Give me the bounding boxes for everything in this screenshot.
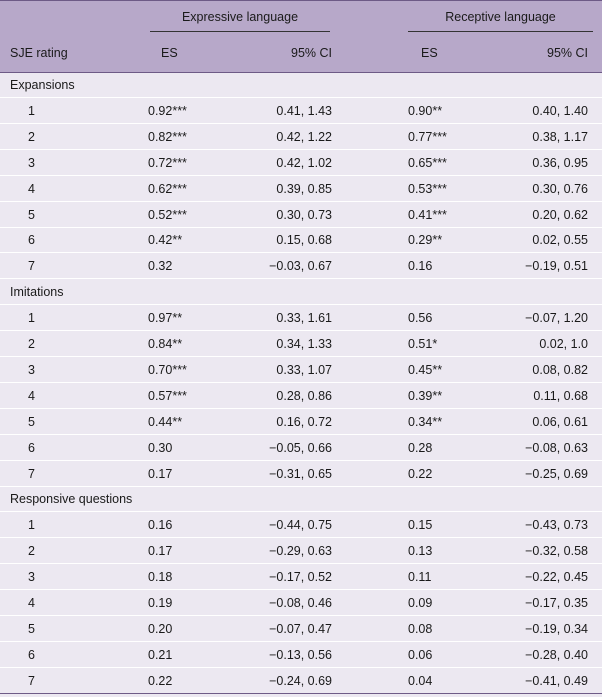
ci-receptive-cell: 0.20, 0.62 [532,207,588,222]
ci-expressive-cell: 0.33, 1.61 [276,311,332,326]
es-receptive-cell: 0.56 [408,311,433,326]
table-row [0,513,602,538]
rating-cell: 4 [28,596,35,610]
ci-receptive-cell: 0.30, 0.76 [532,181,588,196]
ci-expressive-cell: −0.07, 0.47 [269,621,332,636]
rating-cell: 7 [28,466,35,481]
ci-receptive-cell: 0.38, 1.17 [532,129,588,144]
ci-expressive-cell: 0.41, 1.43 [276,103,332,118]
ci-receptive-cell: 0.06, 0.61 [532,414,588,429]
ci-receptive-cell: −0.32, 0.58 [525,544,588,559]
es-expressive-cell: 0.42** [148,233,183,248]
es-expressive-cell: 0.22 [148,673,173,688]
table-row [0,151,602,176]
rating-cell: 4 [28,181,35,196]
es-receptive-cell: 0.09 [408,596,433,610]
ci-expressive-cell: 0.33, 1.07 [276,362,332,377]
ci-expressive-cell: −0.17, 0.52 [269,570,332,585]
es-receptive-cell: 0.06 [408,647,433,662]
es-receptive-cell: 0.11 [408,570,432,585]
rating-cell: 7 [28,259,35,274]
table-row [0,436,602,461]
rating-cell: 5 [28,207,35,222]
rating-cell: 7 [28,673,35,688]
es-expressive-cell: 0.19 [148,596,173,610]
rating-cell: 6 [28,647,35,662]
ci-receptive-cell: −0.22, 0.45 [525,570,588,585]
es-receptive-cell: 0.65*** [408,155,447,170]
ci-receptive-cell: 0.40, 1.40 [532,103,588,118]
section-row [0,487,602,512]
column-header-rating: SJE rating [10,46,68,60]
es-receptive-cell: 0.28 [408,440,433,455]
es-receptive-cell: 0.34** [408,414,443,429]
column-header-ci-expressive: 95% CI [291,46,332,60]
rating-cell: 5 [28,621,35,636]
es-receptive-cell: 0.90** [408,103,443,118]
ci-expressive-cell: 0.42, 1.22 [276,129,332,144]
es-expressive-cell: 0.17 [148,466,173,481]
es-expressive-cell: 0.16 [148,518,173,533]
es-receptive-cell: 0.13 [408,544,433,559]
es-receptive-cell: 0.16 [408,259,433,274]
rating-cell: 6 [28,440,35,455]
ci-expressive-cell: 0.16, 0.72 [276,414,332,429]
ci-receptive-cell: −0.43, 0.73 [525,518,588,533]
es-receptive-cell: 0.22 [408,466,433,481]
ci-expressive-cell: −0.13, 0.56 [269,647,332,662]
es-expressive-cell: 0.97** [148,311,183,326]
ci-expressive-cell: −0.29, 0.63 [269,544,332,559]
section-row [0,280,602,305]
section-title: Expansions [10,78,75,92]
ci-expressive-cell: −0.31, 0.65 [269,466,332,481]
ci-expressive-cell: 0.42, 1.02 [276,155,332,170]
section-title: Imitations [10,285,64,300]
table-row [0,99,602,124]
table-row [0,539,602,564]
es-expressive-cell: 0.44** [148,414,183,429]
es-expressive-cell: 0.18 [148,570,173,585]
es-receptive-cell: 0.29** [408,233,443,248]
ci-receptive-cell: −0.28, 0.40 [525,647,588,662]
es-expressive-cell: 0.70*** [148,362,187,377]
ci-expressive-cell: −0.05, 0.66 [269,440,332,455]
ci-receptive-cell: −0.25, 0.69 [525,466,588,481]
section-title: Responsive questions [10,492,133,507]
group-rule-expressive [150,31,330,32]
table-row [0,410,602,435]
rating-cell: 1 [28,311,35,326]
ci-receptive-cell: 0.02, 1.0 [539,337,588,351]
rating-cell: 3 [28,362,35,377]
rating-cell: 2 [28,544,35,559]
table-row [0,254,602,279]
column-header-es-receptive: ES [421,46,438,60]
es-expressive-cell: 0.52*** [148,207,187,222]
es-receptive-cell: 0.51* [408,337,438,351]
table-row [0,643,602,668]
ci-expressive-cell: −0.08, 0.46 [269,596,332,610]
ci-receptive-cell: −0.17, 0.35 [525,596,588,610]
ci-receptive-cell: −0.41, 0.49 [525,673,588,688]
group-rule-receptive [408,31,593,32]
table-row [0,306,602,331]
group-header-expressive: Expressive language [181,10,299,24]
es-expressive-cell: 0.57*** [148,388,187,403]
es-expressive-cell: 0.30 [148,440,173,455]
table-row [0,384,602,409]
table-row [0,358,602,383]
rating-cell: 6 [28,233,35,248]
rating-cell: 3 [28,570,35,585]
ci-expressive-cell: −0.03, 0.67 [269,259,332,274]
table-row [0,462,602,487]
table-row [0,617,602,642]
ci-expressive-cell: 0.28, 0.86 [276,388,332,403]
es-receptive-cell: 0.39** [408,388,443,403]
es-receptive-cell: 0.15 [408,518,433,533]
table-row [0,332,602,357]
ci-receptive-cell: −0.08, 0.63 [525,440,588,455]
es-expressive-cell: 0.84** [148,337,183,351]
table-row [0,591,602,616]
table-row [0,177,602,202]
table-row [0,565,602,590]
es-receptive-cell: 0.08 [408,621,433,636]
column-header-ci-receptive: 95% CI [547,46,588,60]
ci-expressive-cell: 0.39, 0.85 [276,181,332,196]
ci-receptive-cell: 0.02, 0.55 [532,233,588,248]
rating-cell: 1 [28,103,35,118]
es-expressive-cell: 0.32 [148,259,173,274]
es-expressive-cell: 0.92*** [148,103,187,118]
rating-cell: 5 [28,414,35,429]
ci-expressive-cell: 0.30, 0.73 [276,207,332,222]
rating-cell: 1 [28,518,35,533]
table-row [0,669,602,694]
ci-expressive-cell: 0.15, 0.68 [276,233,332,248]
column-header-es-expressive: ES [161,46,178,60]
ci-expressive-cell: 0.34, 1.33 [276,337,332,351]
es-expressive-cell: 0.20 [148,621,173,636]
ci-receptive-cell: 0.36, 0.95 [532,155,588,170]
es-receptive-cell: 0.53*** [408,181,447,196]
ci-expressive-cell: −0.44, 0.75 [269,518,332,533]
es-receptive-cell: 0.04 [408,673,433,688]
ci-expressive-cell: −0.24, 0.69 [269,673,332,688]
ci-receptive-cell: −0.19, 0.51 [525,259,588,274]
section-row [0,73,602,98]
es-expressive-cell: 0.21 [148,647,173,662]
es-receptive-cell: 0.45** [408,362,443,377]
rating-cell: 4 [28,388,35,403]
group-header-receptive: Receptive language [445,10,556,24]
ci-receptive-cell: 0.11, 0.68 [533,388,588,403]
rating-cell: 2 [28,337,35,351]
es-expressive-cell: 0.17 [148,544,173,559]
es-expressive-cell: 0.62*** [148,181,187,196]
es-receptive-cell: 0.77*** [408,129,447,144]
es-expressive-cell: 0.72*** [148,155,187,170]
es-receptive-cell: 0.41*** [408,207,447,222]
table-row [0,228,602,253]
ci-receptive-cell: −0.07, 1.20 [525,311,588,326]
rating-cell: 2 [28,129,35,144]
ci-receptive-cell: 0.08, 0.82 [532,362,588,377]
table-header [0,0,602,73]
table-row [0,125,602,150]
es-expressive-cell: 0.82*** [148,129,187,144]
table-row [0,203,602,228]
rating-cell: 3 [28,155,35,170]
ci-receptive-cell: −0.19, 0.34 [525,621,588,636]
